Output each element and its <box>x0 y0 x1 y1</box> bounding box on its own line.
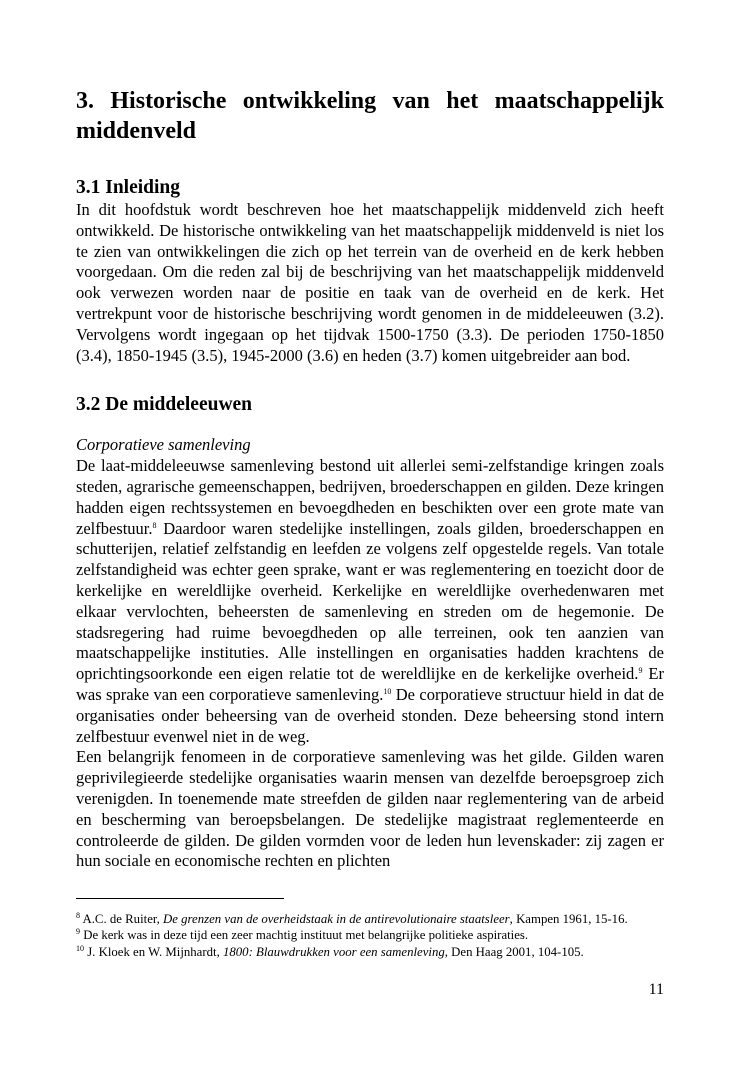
footnote-book-title: De grenzen van de overheidstaak in de antirevolutionaire staatsleer <box>163 912 510 926</box>
section-heading-inleiding: 3.1 Inleiding <box>76 177 181 198</box>
paragraph-corporatieve-samenleving <box>76 456 664 747</box>
chapter-title: 3. Historische ontwikkeling van het maatschappelijk middenveld <box>76 88 664 144</box>
section-heading-middeleeuwen: 3.2 De middeleeuwen <box>76 394 253 416</box>
footnote-10 <box>76 944 664 960</box>
paragraph-gilden: Een belangrijk fenomeen in de corporatieve samenleving was het gilde. Gilden waren geprivilegieerde stedelijke organisaties waarin mensen van dezelfde beroepsgroep zich verenigden. In toenemende mate streefden de gilden naar reglementering van de arbeid en bescherming van beroepsbelangen. De stedelijke magistraat reglementeerde en controleerde de gilden. De gilden vormden voor de leden hun levenskader: zij zagen er hun sociale en economische rechten en plichten <box>76 747 664 871</box>
paragraph-inleiding: In dit hoofdstuk wordt beschreven hoe het maatschappelijk middenveld zich heeft ontwikkeld. De historische ontwikkeling van het maatschappelijk middenveld is niet los te zien van ontwikkelingen die zich op het terrein van de overheid en de kerk hebben voorgedaan. Om die reden zal bij de beschrijving van het maatschappelijk middenveld ook verwezen worden naar de positie en taak van de overheid en de kerk. Het vertrekpunt voor de historische beschrijving wordt genomen in de middeleeuwen (3.2). Vervolgens wordt ingegaan op het tijdvak 1500-1750 (3.3). De perioden 1750-1850 (3.4), 1850-1945 (3.5), 1945-2000 (3.6) en heden (3.7) komen uitgebreider aan bod. <box>76 200 664 365</box>
paragraph-text: De laat-middeleeuwse samenleving bestond uit allerlei semi-zelfstandige kringen zoals steden, agrarische gemeenschappen, bedrijven, broederschappen en gilden. Deze kringen hadden eigen rechtssystemen en bevoegdheden en beschikten over een grote mate van zelfbestuur. <box>76 456 664 538</box>
footnote-number: 8 <box>76 911 80 920</box>
footnote-ref-10[interactable]: 10 <box>383 686 392 696</box>
footnote-book-title: 1800: Blauwdrukken voor een samenleving <box>222 944 445 959</box>
footnote-ref-8[interactable]: 8 <box>152 520 157 530</box>
footnote-9 <box>76 927 664 943</box>
footnote-text: , Kampen 1961, 15-16. <box>509 912 628 926</box>
footnotes <box>76 898 664 960</box>
footnote-number: 9 <box>76 927 80 937</box>
footnote-number: 10 <box>76 943 84 953</box>
footnote-ref-9[interactable]: 9 <box>638 666 643 676</box>
paragraph-text: De corporatieve structuur hield in dat de organisaties onder beheersing van de overheid stonden. Deze beheersing stond intern zelfbestuur evenwel niet in de weg. <box>76 684 665 746</box>
footnote-text: , Den Haag 2001, 104-105. <box>444 944 584 959</box>
page-body <box>76 86 664 872</box>
footnote-text: De kerk was in deze tijd een zeer machtig instituut met belangrijke politieke aspiraties. <box>80 928 529 943</box>
footnote-text: A.C. de Ruiter, <box>80 912 164 926</box>
footnote-text: J. Kloek en W. Mijnhardt, <box>84 944 223 959</box>
subheading-corporatieve-samenleving: Corporatieve samenleving <box>76 435 251 455</box>
footnote-divider <box>76 898 284 899</box>
paragraph-text: Daardoor waren stedelijke instellingen, zoals gilden, broederschappen en schutterijen, relatief zelfstandig en leefden ze volgens zelf opgestelde regels. Van totale zelfstandigheid was echter geen sprake, want er was reglementering en toezicht door de kerkelijke en wereldlijke overheid. Kerkelijke en wereldlijke overhedenwaren met elkaar vervlochten, beheersten de samenleving en streden om de hegemonie. De stadsregering had ruime bevoegdheden op alle terreinen, ook ten aanzien van maatschappelijke instituties. Alle instellingen en organisaties hadden krachtens de oprichtingsoorkonde een eigen relatie tot de wereldlijke en de kerkelijke overheid. <box>76 518 664 684</box>
paragraph-text: Er was sprake van een corporatieve samenleving. <box>76 664 664 704</box>
page-number: 11 <box>648 981 664 998</box>
footnote-8 <box>76 911 664 927</box>
